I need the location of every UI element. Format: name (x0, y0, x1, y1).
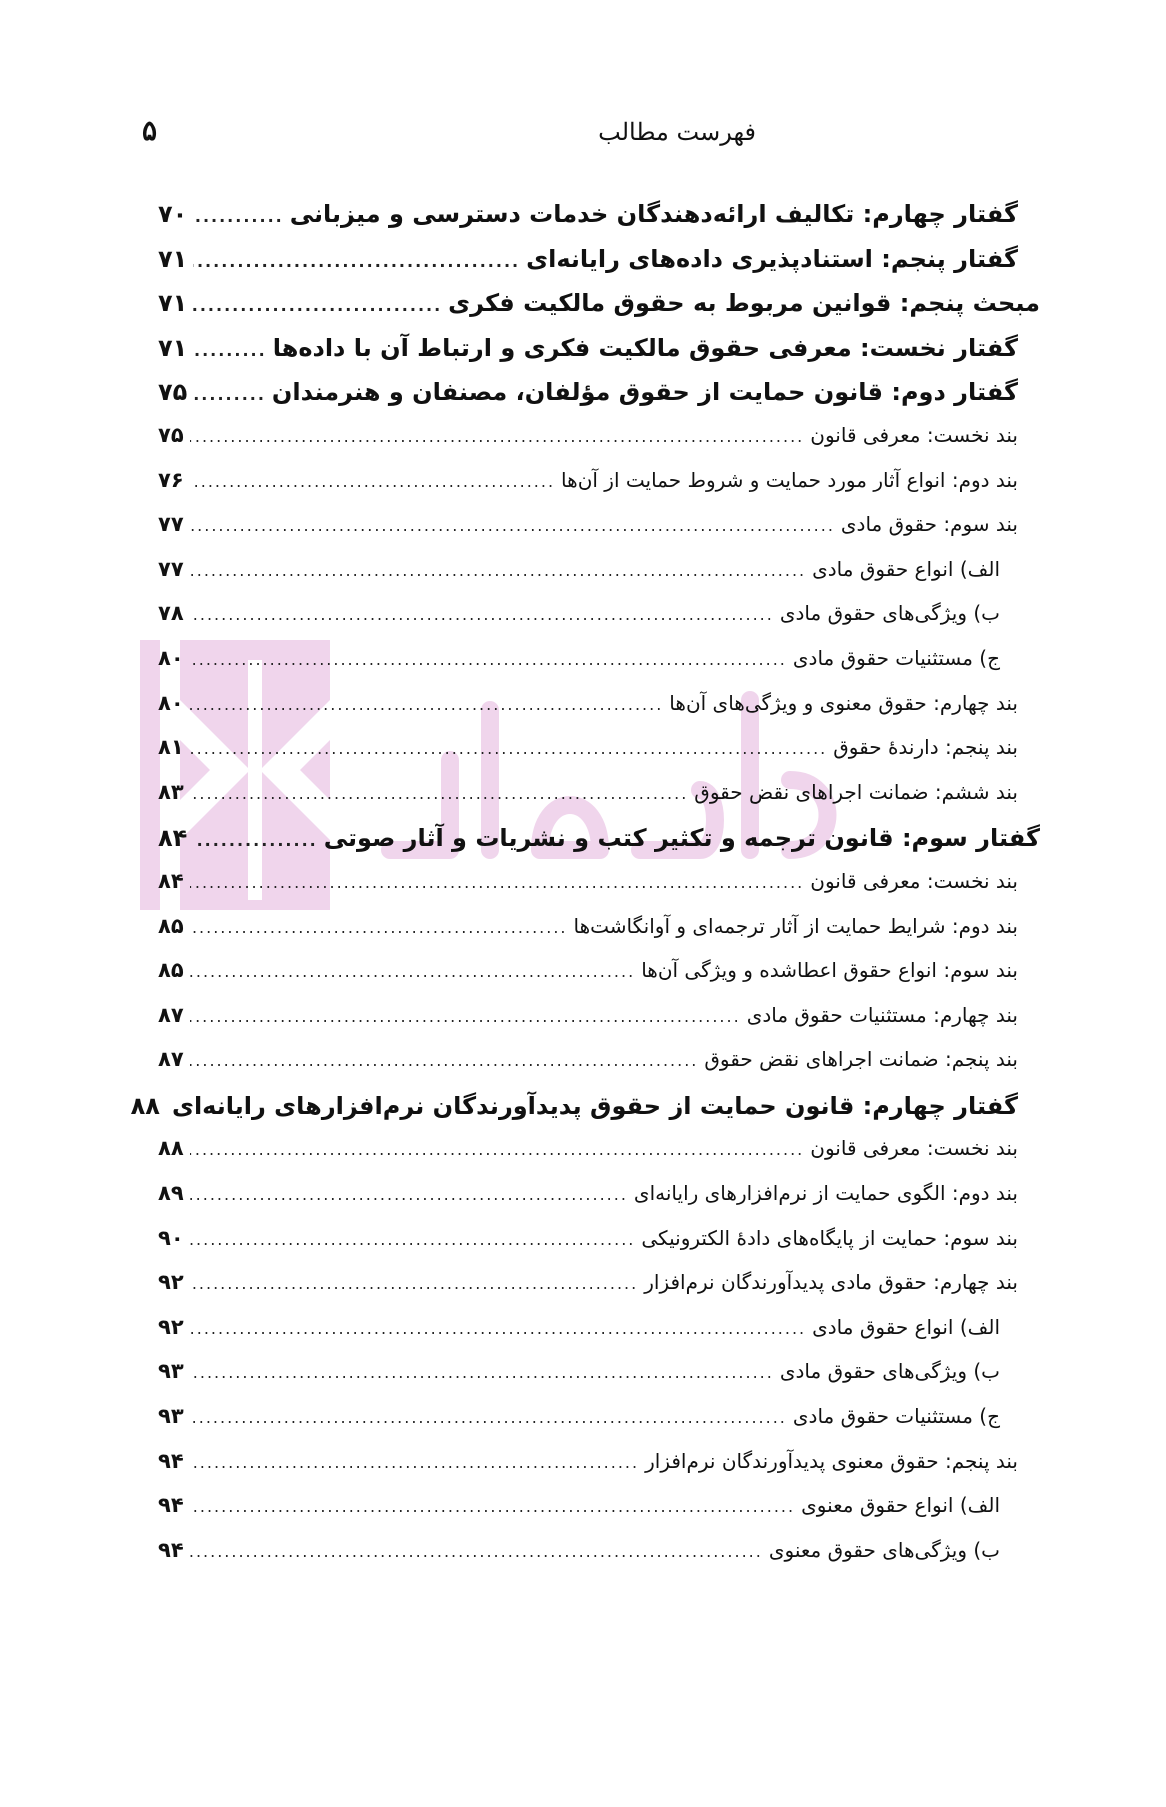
toc-entry (158, 557, 1018, 602)
toc-entry-label: الف) انواع حقوق معنوی (801, 1493, 1000, 1518)
toc-entry-label: گفتار پنجم: استنادپذیری داده‌های رایانه‌ای (526, 244, 1018, 273)
toc-entry-page: ۸۸ (158, 1136, 184, 1161)
dot-leader (190, 784, 689, 803)
dot-leader (190, 1185, 628, 1204)
toc-entry-page: ۹۴ (158, 1537, 184, 1562)
toc-entry-label: بند نخست: معرفی قانون (810, 1136, 1018, 1161)
toc-entry-page: ۷۷ (158, 556, 184, 581)
toc-entry-page: ۸۵ (158, 913, 184, 938)
dot-leader (193, 207, 283, 226)
dot-leader (190, 1051, 699, 1070)
toc-entry (158, 601, 1018, 646)
toc-entry-label: بند دوم: شرایط حمایت از آثار ترجمه‌ای و آوانگاشت‌ها (573, 913, 1018, 938)
toc-entry-page: ۷۷ (158, 512, 184, 537)
toc-entry-label: الف) انواع حقوق مادی (812, 1314, 1000, 1339)
toc-entry-page: ۹۳ (158, 1359, 184, 1384)
toc-entry-label: بند چهارم: حقوق مادی پدیدآورندگان نرم‌افزار (644, 1270, 1018, 1295)
dot-leader (190, 873, 805, 892)
toc-entry-page: ۷۱ (158, 333, 188, 362)
toc-entry-label: بند سوم: حمایت از پایگاه‌های دادهٔ الکترونیکی (641, 1225, 1018, 1250)
toc-entry-label: بند سوم: انواع حقوق اعطاشده و ویژگی آن‌ها (641, 958, 1018, 983)
toc-entry-label: بند پنجم: ضمانت اجراهای نقض حقوق (704, 1047, 1018, 1072)
toc-entry (158, 1047, 1018, 1092)
dot-leader (190, 1230, 636, 1249)
dot-leader (190, 695, 664, 714)
toc-entry-label: گفتار چهارم: قانون حمایت از حقوق پدیدآورندگان نرم‌افزارهای رایانه‌ای (171, 1091, 1018, 1120)
dot-leader (190, 1274, 639, 1293)
toc-entry-page: ۷۸ (158, 601, 184, 626)
toc-entry-page: ۸۴ (158, 868, 184, 893)
toc-entry (158, 1226, 1018, 1271)
table-of-contents (130, 200, 1040, 1582)
dot-leader (190, 739, 828, 758)
toc-entry-label: گفتار سوم: قانون ترجمه و تکثیر کتب و نشریات و آثار صوتی (323, 824, 1040, 853)
toc-entry-label: مبحث پنجم: قوانین مربوط به حقوق مالکیت فکری (448, 289, 1040, 318)
toc-entry-label: بند ششم: ضمانت اجراهای نقض حقوق (694, 779, 1018, 804)
toc-entry-page: ۸۰ (158, 690, 184, 715)
toc-entry-label: بند پنجم: حقوق معنوی پدیدآورندگان نرم‌افزار (645, 1448, 1018, 1473)
dot-leader (193, 296, 442, 315)
toc-entry (158, 780, 1018, 825)
toc-entry-label: ب) ویژگی‌های حقوق مادی (779, 1359, 1000, 1384)
toc-entry-label: گفتار نخست: معرفی حقوق مالکیت فکری و ارتباط آن با داده‌ها (272, 333, 1018, 362)
toc-entry-page: ۸۷ (158, 1002, 184, 1027)
toc-entry-page: ۷۶ (158, 467, 184, 492)
page-header (130, 114, 1056, 158)
toc-entry-page: ۹۴ (158, 1448, 184, 1473)
toc-entry (158, 691, 1018, 736)
toc-entry-label: گفتار چهارم: تکالیف ارائه‌دهندگان خدمات دسترسی و میزبانی (289, 200, 1018, 228)
toc-entry (158, 245, 1018, 290)
toc-entry-page: ۹۰ (158, 1225, 184, 1250)
toc-entry-label: بند پنجم: دارندهٔ حقوق (833, 735, 1018, 760)
toc-entry (158, 1003, 1018, 1048)
toc-entry-page: ۸۷ (158, 1047, 184, 1072)
toc-entry-label: ج) مستثنیات حقوق مادی (792, 1404, 1000, 1429)
page-title: فهرست مطالب (598, 118, 756, 146)
toc-entry (158, 289, 1040, 334)
toc-entry (158, 869, 1018, 914)
toc-entry (158, 468, 1018, 513)
toc-entry-page: ۸۰ (158, 645, 184, 670)
toc-entry-label: بند دوم: انواع آثار مورد حمایت و شروط حمایت از آن‌ها (561, 467, 1018, 492)
dot-leader (190, 962, 636, 981)
dot-leader (190, 1497, 795, 1516)
toc-entry (158, 824, 1040, 869)
toc-entry-label: بند سوم: حقوق مادی (840, 512, 1018, 537)
dot-leader (190, 1542, 763, 1561)
dot-leader (193, 252, 520, 271)
dot-leader (190, 1140, 805, 1159)
toc-entry (158, 1493, 1018, 1538)
toc-entry-label: بند نخست: معرفی قانون (810, 868, 1018, 893)
dot-leader (193, 385, 266, 404)
toc-entry-page: ۸۸ (130, 1091, 160, 1120)
toc-entry (158, 334, 1018, 379)
toc-entry (158, 646, 1018, 691)
dot-leader (190, 1408, 787, 1427)
dot-leader (190, 516, 835, 535)
toc-entry-label: ب) ویژگی‌های حقوق مادی (779, 601, 1000, 626)
dot-leader (190, 650, 787, 669)
toc-entry-label: ج) مستثنیات حقوق مادی (792, 645, 1000, 670)
dot-leader (193, 831, 317, 850)
dot-leader (190, 1319, 806, 1338)
toc-entry-page: ۸۱ (158, 735, 184, 760)
toc-entry-page: ۷۰ (158, 200, 188, 228)
toc-entry-page: ۷۱ (158, 289, 188, 318)
toc-entry (158, 1136, 1018, 1181)
toc-entry-page: ۸۹ (158, 1181, 184, 1206)
toc-entry-page: ۸۳ (158, 779, 184, 804)
dot-leader (190, 561, 806, 580)
dot-leader (190, 1453, 639, 1472)
toc-entry-label: بند نخست: معرفی قانون (810, 422, 1018, 447)
toc-entry-page: ۸۵ (158, 958, 184, 983)
toc-entry (158, 378, 1018, 423)
dot-leader (190, 1007, 741, 1026)
dot-leader (190, 427, 805, 446)
dot-leader (193, 341, 266, 360)
toc-entry (158, 1315, 1018, 1360)
toc-entry-label: بند چهارم: مستثنیات حقوق مادی (746, 1002, 1018, 1027)
dot-leader (190, 605, 774, 624)
toc-entry-page: ۹۴ (158, 1493, 184, 1518)
toc-entry (130, 1091, 1018, 1137)
toc-entry (158, 200, 1018, 245)
toc-entry-page: ۸۴ (158, 824, 188, 853)
toc-entry (158, 914, 1018, 959)
toc-entry-page: ۷۵ (158, 378, 188, 407)
toc-entry-label: ب) ویژگی‌های حقوق معنوی (768, 1537, 1000, 1562)
toc-entry-label: بند دوم: الگوی حمایت از نرم‌افزارهای رایانه‌ای (633, 1181, 1018, 1206)
toc-entry-page: ۷۱ (158, 244, 188, 273)
toc-entry (158, 735, 1018, 780)
toc-entry (158, 1404, 1018, 1449)
dot-leader (190, 1363, 774, 1382)
toc-entry-label: الف) انواع حقوق مادی (812, 556, 1000, 581)
toc-entry-page: ۷۵ (158, 422, 184, 447)
page-number: ۵ (142, 114, 158, 147)
toc-entry (158, 1270, 1018, 1315)
toc-entry (158, 1181, 1018, 1226)
toc-entry-page: ۹۳ (158, 1404, 184, 1429)
toc-entry (158, 1449, 1018, 1494)
toc-entry (158, 512, 1018, 557)
toc-entry-label: گفتار دوم: قانون حمایت از حقوق مؤلفان، مصنفان و هنرمندان (271, 378, 1018, 407)
toc-entry (158, 423, 1018, 468)
toc-entry (158, 1359, 1018, 1404)
toc-entry (158, 958, 1018, 1003)
toc-entry-label: بند چهارم: حقوق معنوی و ویژگی‌های آن‌ها (669, 690, 1018, 715)
dot-leader (190, 472, 555, 491)
dot-leader (190, 918, 568, 937)
toc-entry-page: ۹۲ (158, 1314, 184, 1339)
toc-entry-page: ۹۲ (158, 1270, 184, 1295)
toc-entry (158, 1538, 1018, 1583)
